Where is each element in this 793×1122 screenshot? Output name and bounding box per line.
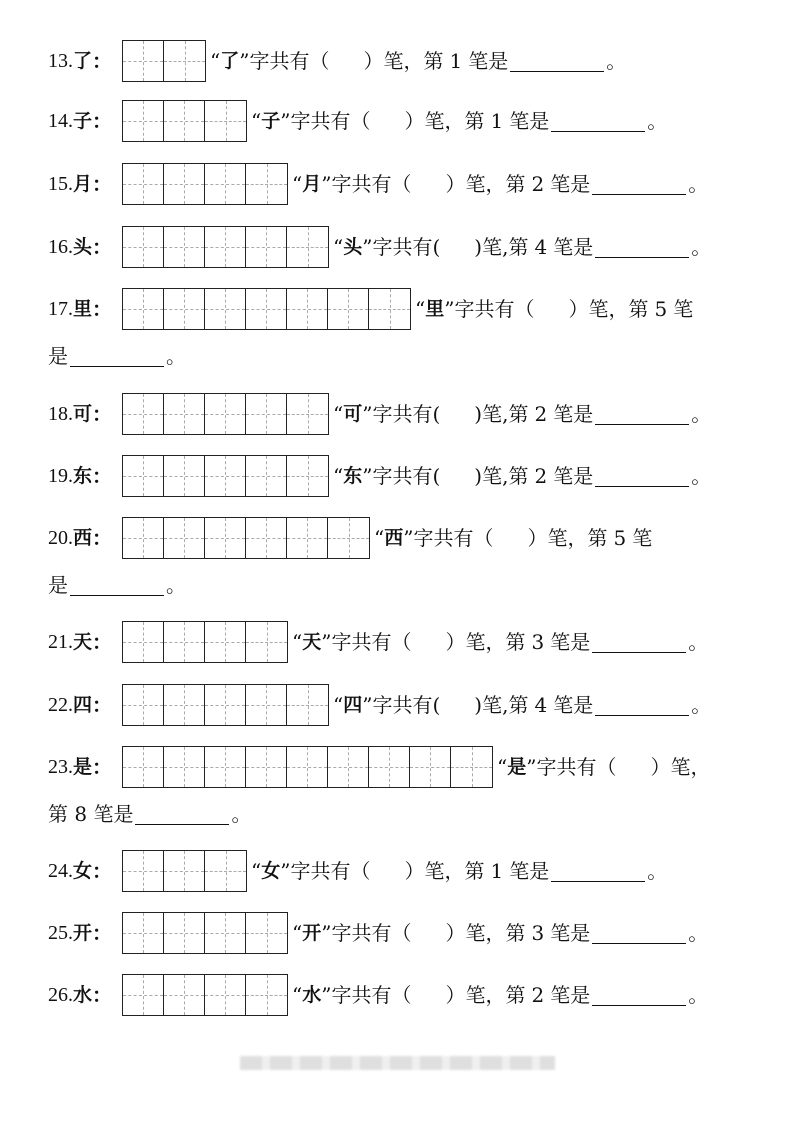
question-text: 笔 [673, 297, 694, 321]
writing-cell[interactable] [205, 913, 246, 953]
quoted-character: 里 [425, 298, 445, 320]
writing-cell[interactable] [246, 456, 287, 496]
question-text: )笔,第 [474, 235, 529, 259]
writing-cell[interactable] [287, 456, 328, 496]
question-text: 是 [48, 573, 68, 597]
answer-blank[interactable] [595, 404, 689, 425]
writing-cell[interactable] [123, 227, 164, 267]
question-text: ”字共有（ [321, 172, 412, 196]
answer-blank[interactable] [592, 174, 686, 195]
question-text: 第 8 笔是 [48, 802, 134, 826]
writing-cell[interactable] [287, 227, 328, 267]
writing-grid[interactable] [122, 393, 329, 435]
question-number: 26. [48, 984, 73, 1006]
question-text: )笔,第 [474, 693, 529, 717]
writing-cell[interactable] [123, 164, 164, 204]
question-number: 20. [48, 527, 73, 549]
question-text: ）笔，第 [527, 526, 608, 550]
open-quote: “ [292, 921, 303, 945]
writing-cell[interactable] [451, 747, 492, 787]
colon: ： [92, 402, 113, 426]
colon: ： [92, 172, 113, 196]
target-character: 头 [73, 236, 93, 258]
colon: ： [92, 630, 113, 654]
question-text: )笔,第 [474, 402, 529, 426]
quoted-character: 是 [507, 756, 527, 778]
quoted-character: 女 [261, 860, 281, 882]
writing-cell[interactable] [369, 289, 410, 329]
writing-cell[interactable] [328, 518, 369, 558]
stroke-index: 4 [534, 235, 548, 259]
open-quote: “ [292, 983, 303, 1007]
target-character: 开 [73, 922, 93, 944]
writing-grid[interactable] [122, 455, 329, 497]
stroke-index: 4 [534, 693, 548, 717]
colon: ： [92, 983, 113, 1007]
colon: ： [92, 693, 113, 717]
answer-blank[interactable] [70, 575, 164, 596]
question-item [48, 393, 763, 435]
writing-cell[interactable] [164, 101, 205, 141]
question-text: ”字共有（ [280, 859, 371, 883]
colon: ： [92, 49, 113, 73]
quoted-character: 东 [343, 465, 363, 487]
writing-cell[interactable] [123, 851, 164, 891]
writing-grid[interactable] [122, 974, 288, 1016]
open-quote: “ [497, 755, 508, 779]
question-text: ）笔，第 [568, 297, 649, 321]
writing-cell[interactable] [246, 913, 287, 953]
period: 。 [691, 464, 712, 488]
quoted-character: 水 [302, 984, 322, 1006]
stroke-index: 2 [531, 172, 545, 196]
question-item [48, 850, 763, 892]
open-quote: “ [333, 464, 344, 488]
stroke-index: 1 [449, 49, 463, 73]
target-character: 天 [73, 631, 93, 653]
question-text: 笔是 [553, 693, 594, 717]
writing-grid[interactable] [122, 40, 206, 82]
question-text: 笔是 [553, 235, 594, 259]
writing-cell[interactable] [246, 518, 287, 558]
question-item [48, 517, 763, 599]
question-number: 13. [48, 50, 73, 72]
quoted-character: 西 [384, 527, 404, 549]
period: 。 [166, 573, 186, 597]
period: 。 [691, 693, 712, 717]
question-text: 是 [48, 344, 68, 368]
stroke-index: 2 [534, 402, 548, 426]
writing-grid[interactable] [122, 288, 411, 330]
writing-cell[interactable] [369, 747, 410, 787]
question-text: ”字共有（ [321, 630, 412, 654]
writing-cell[interactable] [205, 975, 246, 1015]
answer-blank[interactable] [551, 861, 645, 882]
question-number: 23. [48, 756, 73, 778]
open-quote: “ [415, 297, 426, 321]
writing-cell[interactable] [123, 685, 164, 725]
colon: ： [92, 109, 113, 133]
writing-cell[interactable] [205, 685, 246, 725]
question-line [48, 393, 763, 435]
question-number: 21. [48, 631, 73, 653]
period: 。 [691, 402, 712, 426]
writing-cell[interactable] [164, 622, 205, 662]
writing-cell[interactable] [287, 747, 328, 787]
question-item [48, 100, 763, 142]
writing-cell[interactable] [287, 289, 328, 329]
question-text: )笔,第 [474, 464, 529, 488]
period: 。 [688, 921, 709, 945]
writing-cell[interactable] [287, 518, 328, 558]
target-character: 是 [73, 756, 93, 778]
question-text: 笔是 [509, 859, 550, 883]
writing-cell[interactable] [123, 456, 164, 496]
stroke-index: 2 [531, 983, 545, 1007]
answer-blank[interactable] [135, 804, 229, 825]
writing-cell[interactable] [164, 289, 205, 329]
question-text: ）笔，第 [445, 921, 526, 945]
open-quote: “ [333, 402, 344, 426]
period: 。 [691, 235, 712, 259]
target-character: 水 [73, 984, 93, 1006]
period: 。 [688, 172, 709, 196]
writing-cell[interactable] [246, 622, 287, 662]
writing-grid[interactable] [122, 912, 288, 954]
question-text: ）笔，第 [363, 49, 444, 73]
open-quote: “ [210, 49, 221, 73]
period: 。 [166, 344, 186, 368]
answer-blank[interactable] [592, 923, 686, 944]
stroke-index: 5 [654, 297, 668, 321]
question-number: 25. [48, 922, 73, 944]
writing-cell[interactable] [123, 747, 164, 787]
question-text: 笔是 [550, 630, 591, 654]
question-text: 笔 [632, 526, 653, 550]
quoted-character: 开 [302, 922, 322, 944]
open-quote: “ [251, 109, 262, 133]
question-line [48, 746, 763, 788]
question-number: 15. [48, 173, 73, 195]
question-number: 22. [48, 694, 73, 716]
writing-cell[interactable] [205, 227, 246, 267]
question-item [48, 288, 763, 370]
answer-blank[interactable] [595, 466, 689, 487]
quoted-character: 可 [343, 403, 363, 425]
period: 。 [688, 983, 709, 1007]
question-number: 24. [48, 860, 73, 882]
question-line [48, 850, 763, 892]
target-character: 里 [73, 298, 93, 320]
quoted-character: 天 [302, 631, 322, 653]
writing-cell[interactable] [123, 101, 164, 141]
writing-cell[interactable] [164, 975, 205, 1015]
open-quote: “ [251, 859, 262, 883]
question-line [48, 288, 763, 330]
writing-cell[interactable] [246, 394, 287, 434]
answer-blank[interactable] [551, 111, 645, 132]
writing-cell[interactable] [164, 227, 205, 267]
question-text: ”字共有（ [321, 921, 412, 945]
question-text: ）笔，第 [445, 172, 526, 196]
question-text: 笔是 [553, 464, 594, 488]
question-text: ”字共有( [362, 693, 441, 717]
question-text: ”字共有( [362, 235, 441, 259]
question-line-continued [48, 571, 763, 599]
question-item [48, 746, 763, 828]
target-character: 东 [73, 465, 93, 487]
question-text: 笔是 [553, 402, 594, 426]
question-text: ）笔， [650, 755, 711, 779]
quoted-character: 了 [220, 50, 240, 72]
question-number: 17. [48, 298, 73, 320]
writing-cell[interactable] [205, 518, 246, 558]
period: 。 [647, 859, 668, 883]
writing-cell[interactable] [328, 289, 369, 329]
writing-cell[interactable] [287, 685, 328, 725]
writing-grid[interactable] [122, 163, 288, 205]
question-number: 14. [48, 110, 73, 132]
question-text: ）笔，第 [445, 630, 526, 654]
stroke-index: 5 [613, 526, 627, 550]
writing-cell[interactable] [164, 164, 205, 204]
writing-cell[interactable] [164, 518, 205, 558]
question-item [48, 621, 763, 663]
writing-cell[interactable] [205, 851, 246, 891]
target-character: 女 [73, 860, 93, 882]
writing-cell[interactable] [410, 747, 451, 787]
colon: ： [92, 755, 113, 779]
question-line [48, 974, 763, 1016]
writing-cell[interactable] [123, 913, 164, 953]
question-line [48, 621, 763, 663]
writing-cell[interactable] [164, 851, 205, 891]
question-text: ”字共有（ [403, 526, 494, 550]
stroke-index: 1 [490, 109, 504, 133]
period: 。 [647, 109, 668, 133]
target-character: 西 [73, 527, 93, 549]
writing-cell[interactable] [205, 289, 246, 329]
writing-cell[interactable] [164, 747, 205, 787]
answer-blank[interactable] [70, 346, 164, 367]
target-character: 四 [73, 694, 93, 716]
question-line-continued [48, 342, 763, 370]
open-quote: “ [374, 526, 385, 550]
writing-grid[interactable] [122, 517, 370, 559]
colon: ： [92, 921, 113, 945]
stroke-index: 1 [490, 859, 504, 883]
question-line [48, 100, 763, 142]
writing-cell[interactable] [164, 41, 205, 81]
writing-grid[interactable] [122, 100, 247, 142]
writing-cell[interactable] [164, 456, 205, 496]
question-text: ）笔，第 [404, 109, 485, 133]
writing-cell[interactable] [123, 518, 164, 558]
writing-cell[interactable] [246, 975, 287, 1015]
target-character: 子 [73, 110, 93, 132]
writing-cell[interactable] [123, 289, 164, 329]
quoted-character: 月 [302, 173, 322, 195]
question-text: ）笔，第 [404, 859, 485, 883]
question-text: 笔是 [550, 983, 591, 1007]
answer-blank[interactable] [592, 985, 686, 1006]
open-quote: “ [292, 630, 303, 654]
blurred-footer-watermark [240, 1056, 555, 1070]
answer-blank[interactable] [592, 632, 686, 653]
writing-cell[interactable] [123, 41, 164, 81]
question-text: ”字共有（ [444, 297, 535, 321]
quoted-character: 四 [343, 694, 363, 716]
colon: ： [92, 464, 113, 488]
question-text: ”字共有（ [239, 49, 330, 73]
writing-cell[interactable] [205, 394, 246, 434]
colon: ： [92, 859, 113, 883]
question-text: ”字共有（ [526, 755, 617, 779]
question-line [48, 912, 763, 954]
question-line [48, 684, 763, 726]
question-item [48, 226, 763, 268]
question-line [48, 40, 763, 82]
answer-blank[interactable] [595, 695, 689, 716]
open-quote: “ [333, 235, 344, 259]
colon: ： [92, 235, 113, 259]
question-line [48, 226, 763, 268]
writing-cell[interactable] [164, 913, 205, 953]
question-text: 笔是 [509, 109, 550, 133]
writing-cell[interactable] [164, 685, 205, 725]
quoted-character: 头 [343, 236, 363, 258]
writing-cell[interactable] [246, 747, 287, 787]
question-item [48, 684, 763, 726]
question-line-continued [48, 800, 763, 828]
writing-grid[interactable] [122, 850, 247, 892]
writing-cell[interactable] [287, 394, 328, 434]
stroke-index: 3 [531, 630, 545, 654]
answer-blank[interactable] [510, 51, 604, 72]
writing-cell[interactable] [328, 747, 369, 787]
question-text: 笔是 [550, 172, 591, 196]
writing-cell[interactable] [246, 289, 287, 329]
question-text: ”字共有（ [280, 109, 371, 133]
writing-grid[interactable] [122, 226, 329, 268]
question-text: 笔是 [468, 49, 509, 73]
writing-grid[interactable] [122, 684, 329, 726]
question-number: 16. [48, 236, 73, 258]
answer-blank[interactable] [595, 237, 689, 258]
target-character: 了 [73, 50, 93, 72]
question-item [48, 163, 763, 205]
writing-cell[interactable] [246, 164, 287, 204]
question-text: ）笔，第 [445, 983, 526, 1007]
quoted-character: 子 [261, 110, 281, 132]
stroke-index: 2 [534, 464, 548, 488]
question-item [48, 974, 763, 1016]
question-line [48, 163, 763, 205]
target-character: 可 [73, 403, 93, 425]
open-quote: “ [333, 693, 344, 717]
writing-cell[interactable] [205, 456, 246, 496]
open-quote: “ [292, 172, 303, 196]
question-item [48, 912, 763, 954]
period: 。 [688, 630, 709, 654]
writing-cell[interactable] [246, 227, 287, 267]
writing-cell[interactable] [246, 685, 287, 725]
question-text: ”字共有（ [321, 983, 412, 1007]
writing-cell[interactable] [164, 394, 205, 434]
question-line [48, 517, 763, 559]
writing-cell[interactable] [123, 622, 164, 662]
writing-cell[interactable] [123, 975, 164, 1015]
writing-cell[interactable] [205, 164, 246, 204]
period: 。 [231, 802, 252, 826]
writing-grid[interactable] [122, 746, 493, 788]
writing-cell[interactable] [123, 394, 164, 434]
writing-cell[interactable] [205, 622, 246, 662]
stroke-index: 3 [531, 921, 545, 945]
question-text: ”字共有( [362, 464, 441, 488]
target-character: 月 [73, 173, 93, 195]
writing-grid[interactable] [122, 621, 288, 663]
question-text: ”字共有( [362, 402, 441, 426]
writing-cell[interactable] [205, 747, 246, 787]
question-line [48, 455, 763, 497]
colon: ： [92, 297, 113, 321]
question-item [48, 40, 763, 82]
question-number: 18. [48, 403, 73, 425]
question-item [48, 455, 763, 497]
writing-cell[interactable] [205, 101, 246, 141]
period: 。 [606, 49, 627, 73]
question-text: 笔是 [550, 921, 591, 945]
colon: ： [92, 526, 113, 550]
question-number: 19. [48, 465, 73, 487]
